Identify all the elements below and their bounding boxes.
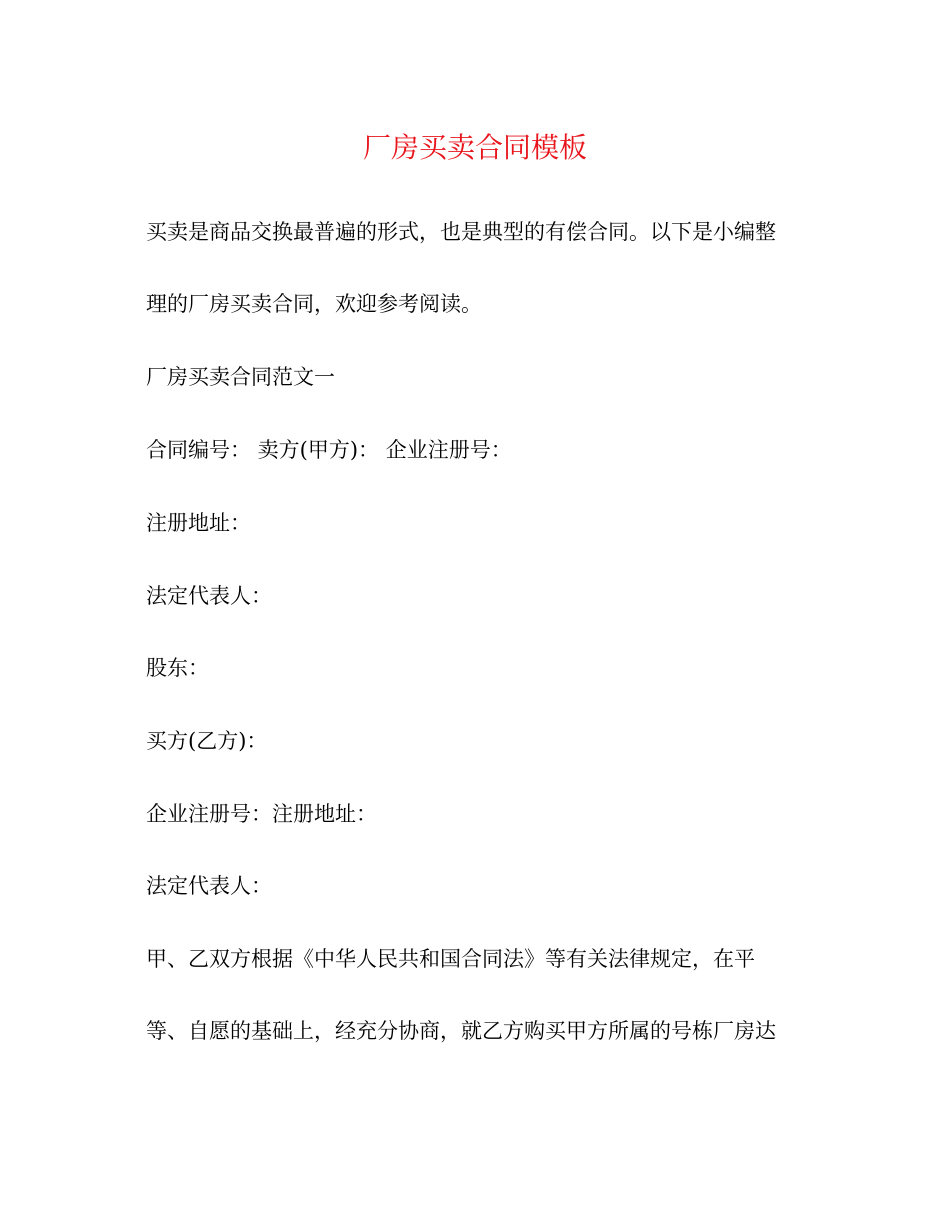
legal-representative-line: 法定代表人：: [146, 584, 272, 608]
document-title: 厂房买卖合同模板: [362, 131, 587, 164]
shareholder-line: 股东：: [146, 656, 209, 680]
body-line-2: 等、自愿的基础上，经充分协商，就乙方购买甲方所属的号栋厂房达: [146, 1019, 776, 1043]
body-line-1: 甲、乙双方根据《中华人民共和国合同法》等有关法律规定，在平: [146, 947, 755, 971]
registered-address-line: 注册地址：: [146, 511, 251, 535]
buyer-line: 买方(乙方)：: [146, 729, 268, 753]
section-heading: 厂房买卖合同范文一: [146, 365, 335, 389]
intro-line-1: 买卖是商品交换最普遍的形式，也是典型的有偿合同。以下是小编整: [146, 220, 776, 244]
intro-line-2: 理的厂房买卖合同，欢迎参考阅读。: [146, 292, 482, 316]
contract-number-line: 合同编号： 卖方(甲方)： 企业注册号：: [146, 438, 512, 462]
buyer-registration-line: 企业注册号：注册地址：: [146, 802, 377, 826]
buyer-legal-representative-line: 法定代表人：: [146, 874, 272, 898]
